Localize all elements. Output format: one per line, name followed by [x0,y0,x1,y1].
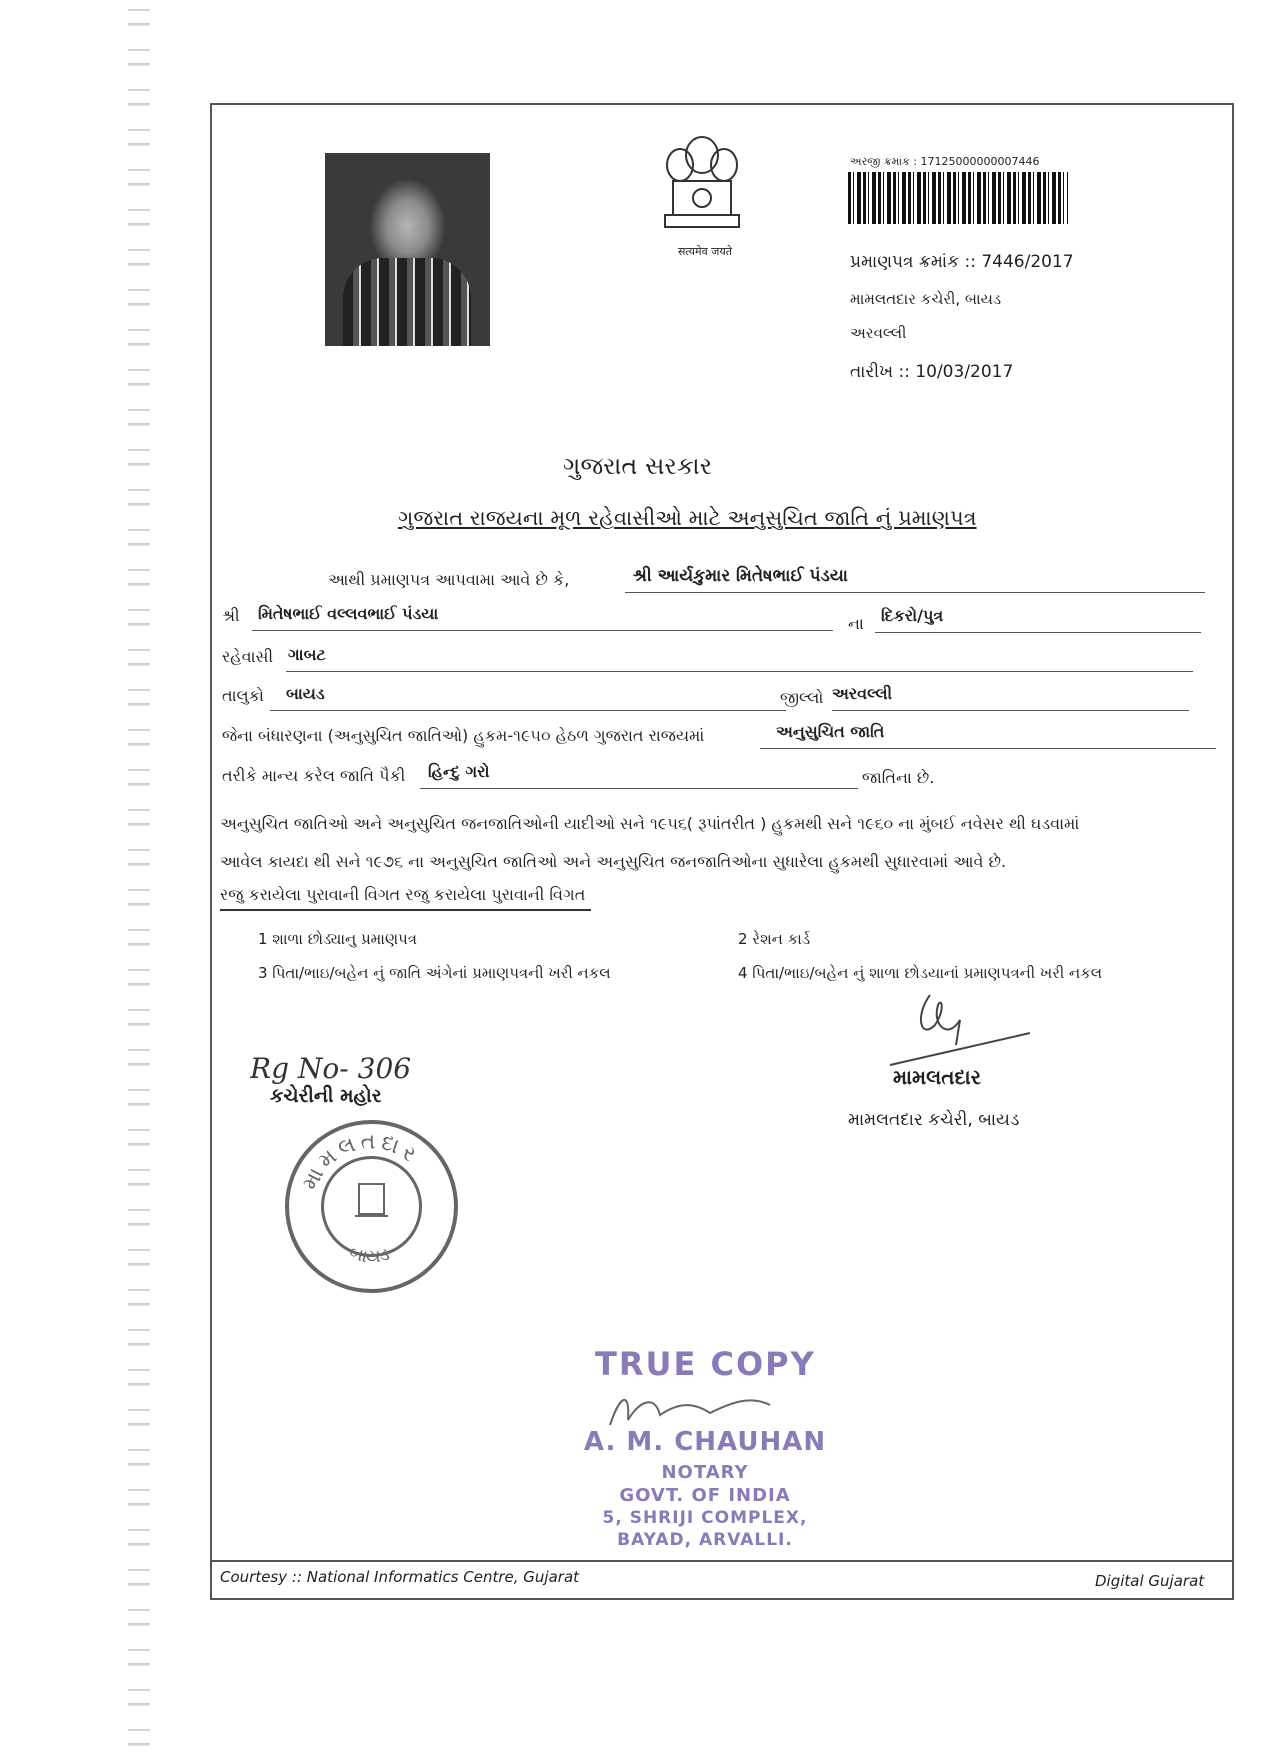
signatory-title: મામલતદાર [893,1065,981,1089]
notary-govt: GOVT. OF INDIA [619,1485,791,1506]
stamp-label: કચેરીની મહોર [270,1085,382,1107]
svg-text:બાયડ: બાયડ [346,1242,392,1268]
government-heading: ગુજરાત સરકાર [562,452,713,480]
caste-suffix: જાતિના છે. [862,768,935,787]
category: અનુસુચિત જાતિ [760,722,1216,749]
office-header: મામલતદાર કચેરી, બાયડ [850,290,1002,308]
resident-label: રહેવાસી [222,647,274,666]
constitution-label: જેના બંધારણના (અનુસુચિત જાતિઓ) હુકમ-૧૯૫૦ હેઠળ ગુજરાત રાજયમાં [222,726,705,745]
proof-item: 3 પિતા/ભાઇ/બહેન નું જાતિ અંગેનાં પ્રમાણપત્રની ખરી નકલ [258,964,611,982]
footer-digital-gujarat: Digital Gujarat [1095,1572,1205,1590]
true-copy-stamp: TRUE COPY [595,1345,816,1383]
signatory-office: મામલતદાર કચેરી, બાયડ [848,1110,1020,1130]
na-label: ના [848,614,864,633]
proof-item: 4 પિતા/ભાઇ/બહેન નું શાળા છોડયાનાં પ્રમાણપત્રની ખરી નકલ [738,964,1103,982]
officer-signature [860,985,1040,1075]
applicant-photo [325,153,490,346]
legal-paragraph-line1: અનુસુચિત જાતિઓ અને અનુસુચિત જનજાતિઓની યાદીઓ સને ૧૯૫૬( રૂપાંતરીત ) હુકમથી સને ૧૯૬૦ ના મુંબઈ નવેસર થી ઘડવામાં [220,814,1080,833]
relation: દિકરો/પુત્ર [875,606,1201,633]
intro-label: આથી પ્રમાણપત્ર આપવામા આવે છે કે, [328,570,570,589]
proof-heading: રજુ કરાયેલા પુરાવાની વિગત રજુ કરાયેલા પુરાવાની વિગત [220,885,591,911]
legal-paragraph-line2: આવેલ કાયદા થી સને ૧૯૭૬ ના અનુસુચિત જાતિઓ અને અનુસુચિત જનજાતિઓના સુધારેલા હુકમથી સુધારવામાં આવે છે. [220,852,1007,871]
notary-address1: 5, SHRIJI COMPLEX, [602,1508,808,1528]
caste: હિન્દુ ગરો [420,762,858,789]
taluka-label: તાલુકો [222,686,264,705]
recognized-label: તરીકે માન્ય કરેલ જાતિ પૈકી [222,766,406,785]
svg-text:મામલતદાર: મામલતદાર [297,1129,424,1194]
certificate-number: પ્રમાણપત્ર ક્રમાંક :: 7446/2017 [850,252,1074,272]
notary-role: NOTARY [661,1462,749,1483]
district-header: અરવલ્લી [850,324,907,342]
notary-name: A. M. CHAUHAN [583,1427,827,1457]
taluka: બાયડ [270,684,786,711]
father-name: મિતેષભાઈ વલ્લવભાઈ પંડયા [252,604,833,631]
shri-label: શ્રી [222,606,240,625]
notary-address2: BAYAD, ARVALLI. [617,1530,793,1550]
footer-divider [210,1560,1232,1562]
applicant-name: શ્રી આર્યકુમાર મિતેષભાઈ પંડયા [625,566,1205,593]
village: ગાબટ [286,645,1193,672]
office-seal [285,1120,458,1293]
scan-edge-artifact [128,0,150,1753]
emblem-motto: सत्यमेव जयते [677,245,732,258]
footer-courtesy: Courtesy :: National Informatics Centre, Gujarat [220,1568,580,1586]
application-number: અરજી ક્રમાંક : 17125000000007446 [850,155,1040,168]
national-emblem-icon [655,125,750,245]
certificate-title: ગુજરાત રાજયના મૂળ રહેવાસીઓ માટે અનુસુચિત જાતિ નું પ્રમાણપત્ર [398,506,977,530]
district: અરવલ્લી [832,684,1189,711]
svg-text:Rg No- 306: Rg No- 306 [250,1052,412,1085]
handwritten-registration [250,1048,450,1088]
district-label: જીલ્લો [780,688,824,707]
barcode [848,172,1068,224]
issue-date: તારીખ :: 10/03/2017 [850,362,1014,382]
proof-item: 2 રેશન કાર્ડ [738,930,811,948]
proof-item: 1 શાળા છોડ્યાનુ પ્રમાણપત્ર [258,930,417,948]
